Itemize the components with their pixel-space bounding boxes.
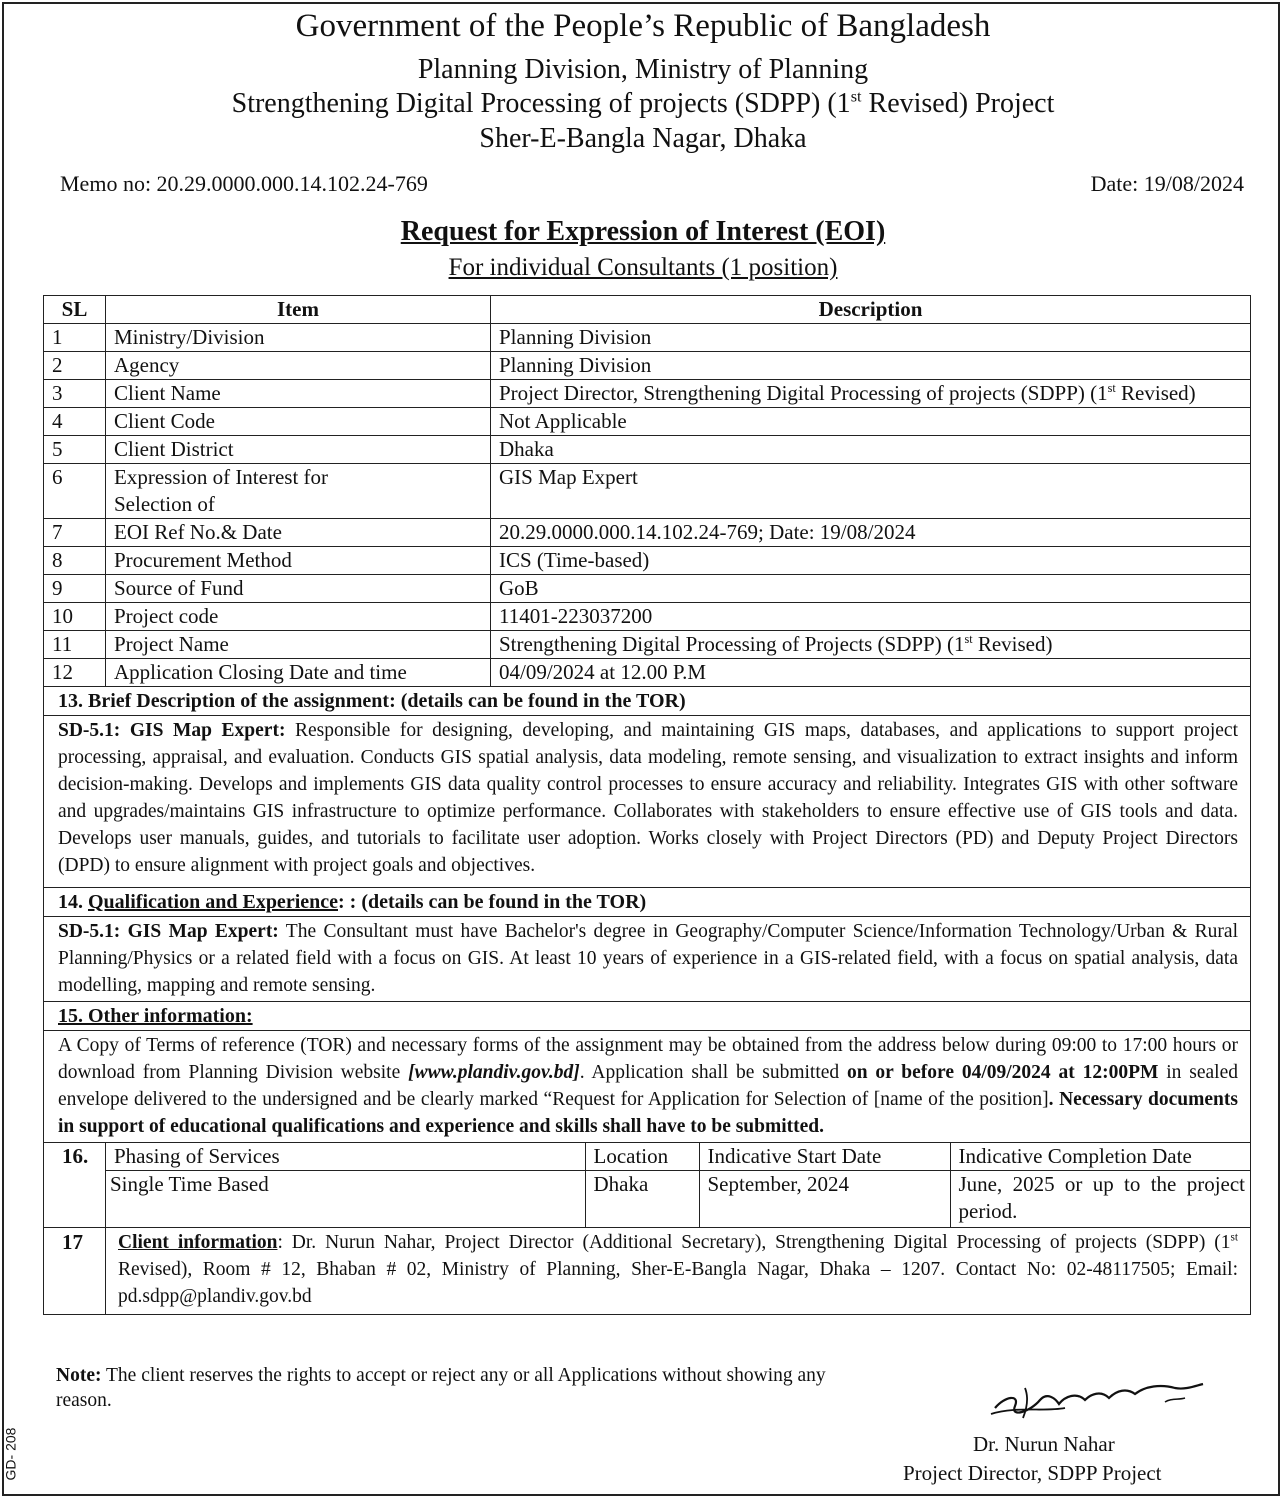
header-address: Sher-E-Bangla Nagar, Dhaka [479, 123, 807, 154]
section-15-text: A Copy of Terms of reference (TOR) and necessary forms of the assignment may be obtained from the address below during 09:00 to 17:00 hours or download from Planning Division website [www.plandiv.gov.bd]. Application shall be submitted on or before 04/09/2024 at 12:00PM in sealed envelope delivered to the undersigned and be clearly marked “Request for Application for Selection of [name of the position]. Necessary documents in support of educational qualifications and experience and skills shall have to be submitted. [44, 1031, 1251, 1143]
page-subtitle: For individual Consultants (1 position) [448, 254, 838, 281]
phasing-value-row: Single Time Based Dhaka September, 2024 June, 2025 or up to the project period. [106, 1171, 1251, 1228]
signature [985, 1378, 1205, 1420]
client-information: Client information: Dr. Nurun Nahar, Project Director (Additional Secretary), Strengthening Digital Processing of projects (SDPP) (1st Revised), Room # 12, Bhaban # 02, Ministry of Planning, Sher-E-Bangla Nagar, Dhaka – 1207. Contact No: 02-48117505; Email: pd.sdpp@plandiv.gov.bd [106, 1228, 1251, 1315]
section-14-text: SD-5.1: GIS Map Expert: The Consultant must have Bachelor's degree in Geography/Computer Science/Information Technology/Urban & Rural Planning/Physics or a related field with a focus on GIS. At least 10 years of experience in a GIS-related field, with a focus on spatial analysis, data modelling, mapping and remote sensing. [44, 917, 1251, 1002]
phasing-header-row: Phasing of Services Location Indicative Start Date Indicative Completion Date [106, 1143, 1251, 1171]
table-row: 7 EOI Ref No.& Date 20.29.0000.000.14.102.24-769; Date: 19/08/2024 [44, 519, 1251, 547]
table-row: 1 Ministry/Division Planning Division [44, 324, 1251, 352]
memo-number: Memo no: 20.29.0000.000.14.102.24-769 [60, 171, 428, 196]
memo-date: Date: 19/08/2024 [1090, 171, 1244, 196]
header-description: Description [491, 296, 1251, 324]
section-14-body-row [44, 917, 1251, 1002]
table-row: 4 Client Code Not Applicable [44, 408, 1251, 436]
table-row: 11 Project Name Strengthening Digital Processing of Projects (SDPP) (1st Revised) [44, 631, 1251, 659]
section-13-body-row [44, 716, 1251, 888]
header-project: Strengthening Digital Processing of projects (SDPP) (1st Revised) Project [231, 87, 1055, 119]
table-row: 3 Client Name Project Director, Strengthening Digital Processing of projects (SDPP) (1st Revised) [44, 380, 1251, 408]
section-16-row [44, 1143, 1251, 1228]
table-row: 9 Source of Fund GoB [44, 575, 1251, 603]
table-header-row [44, 296, 1251, 324]
page-title: Request for Expression of Interest (EOI) [400, 216, 886, 247]
section-15-heading-row [44, 1002, 1251, 1031]
section-13-heading-row [44, 687, 1251, 716]
table-row: 12 Application Closing Date and time 04/09/2024 at 12.00 P.M [44, 659, 1251, 687]
section-13-heading: 13. Brief Description of the assignment: (details can be found in the TOR) [44, 687, 1251, 716]
phasing-table [106, 1143, 1251, 1227]
header-ministry: Planning Division, Ministry of Planning [417, 54, 869, 85]
section-13-text: SD-5.1: GIS Map Expert: Responsible for designing, developing, and maintaining GIS maps, databases, and applications to support project processing, appraisal, and evaluation. Conducts GIS spatial analysis, data modeling, remote sensing, and visualization to extract insights and inform decision-making. Develops and implements GIS data quality control processes to ensure accuracy and reliability. Integrates GIS with other software and upgrades/maintains GIS infrastructure to optimize performance. Collaborates with stakeholders to ensure effective use of GIS tools and data. Develops user manuals, guides, and tutorials to facilitate user adoption. Works closely with Project Directors (PD) and Deputy Project Directors (DPD) to ensure alignment with project goals and objectives. [44, 716, 1251, 888]
section-15-heading: 15. Other information: [44, 1002, 1251, 1031]
table-row: 10 Project code 11401-223037200 [44, 603, 1251, 631]
section-17-row [44, 1228, 1251, 1315]
header-government: Government of the People’s Republic of Bangladesh [295, 8, 991, 44]
section-14-heading: 14. Qualification and Experience: : (details can be found in the TOR) [44, 888, 1251, 917]
section-16-number: 16. [44, 1143, 106, 1228]
section-15-body-row [44, 1031, 1251, 1143]
table-row: 6 Expression of Interest for Selection of GIS Map Expert [44, 464, 1251, 519]
side-code: GD- 208 [2, 1427, 19, 1481]
signatory-name: Dr. Nurun Nahar [973, 1432, 1115, 1456]
header-item: Item [106, 296, 491, 324]
eoi-table [43, 295, 1251, 1315]
header-sl: SL [44, 296, 106, 324]
table-row: 2 Agency Planning Division [44, 352, 1251, 380]
signatory-title: Project Director, SDPP Project [903, 1461, 1162, 1485]
table-row: 8 Procurement Method ICS (Time-based) [44, 547, 1251, 575]
note: Note: The client reserves the rights to accept or reject any or all Applications without showing any reason. [56, 1365, 826, 1411]
section-14-heading-row [44, 888, 1251, 917]
table-row: 5 Client District Dhaka [44, 436, 1251, 464]
section-17-number: 17 [44, 1228, 106, 1315]
